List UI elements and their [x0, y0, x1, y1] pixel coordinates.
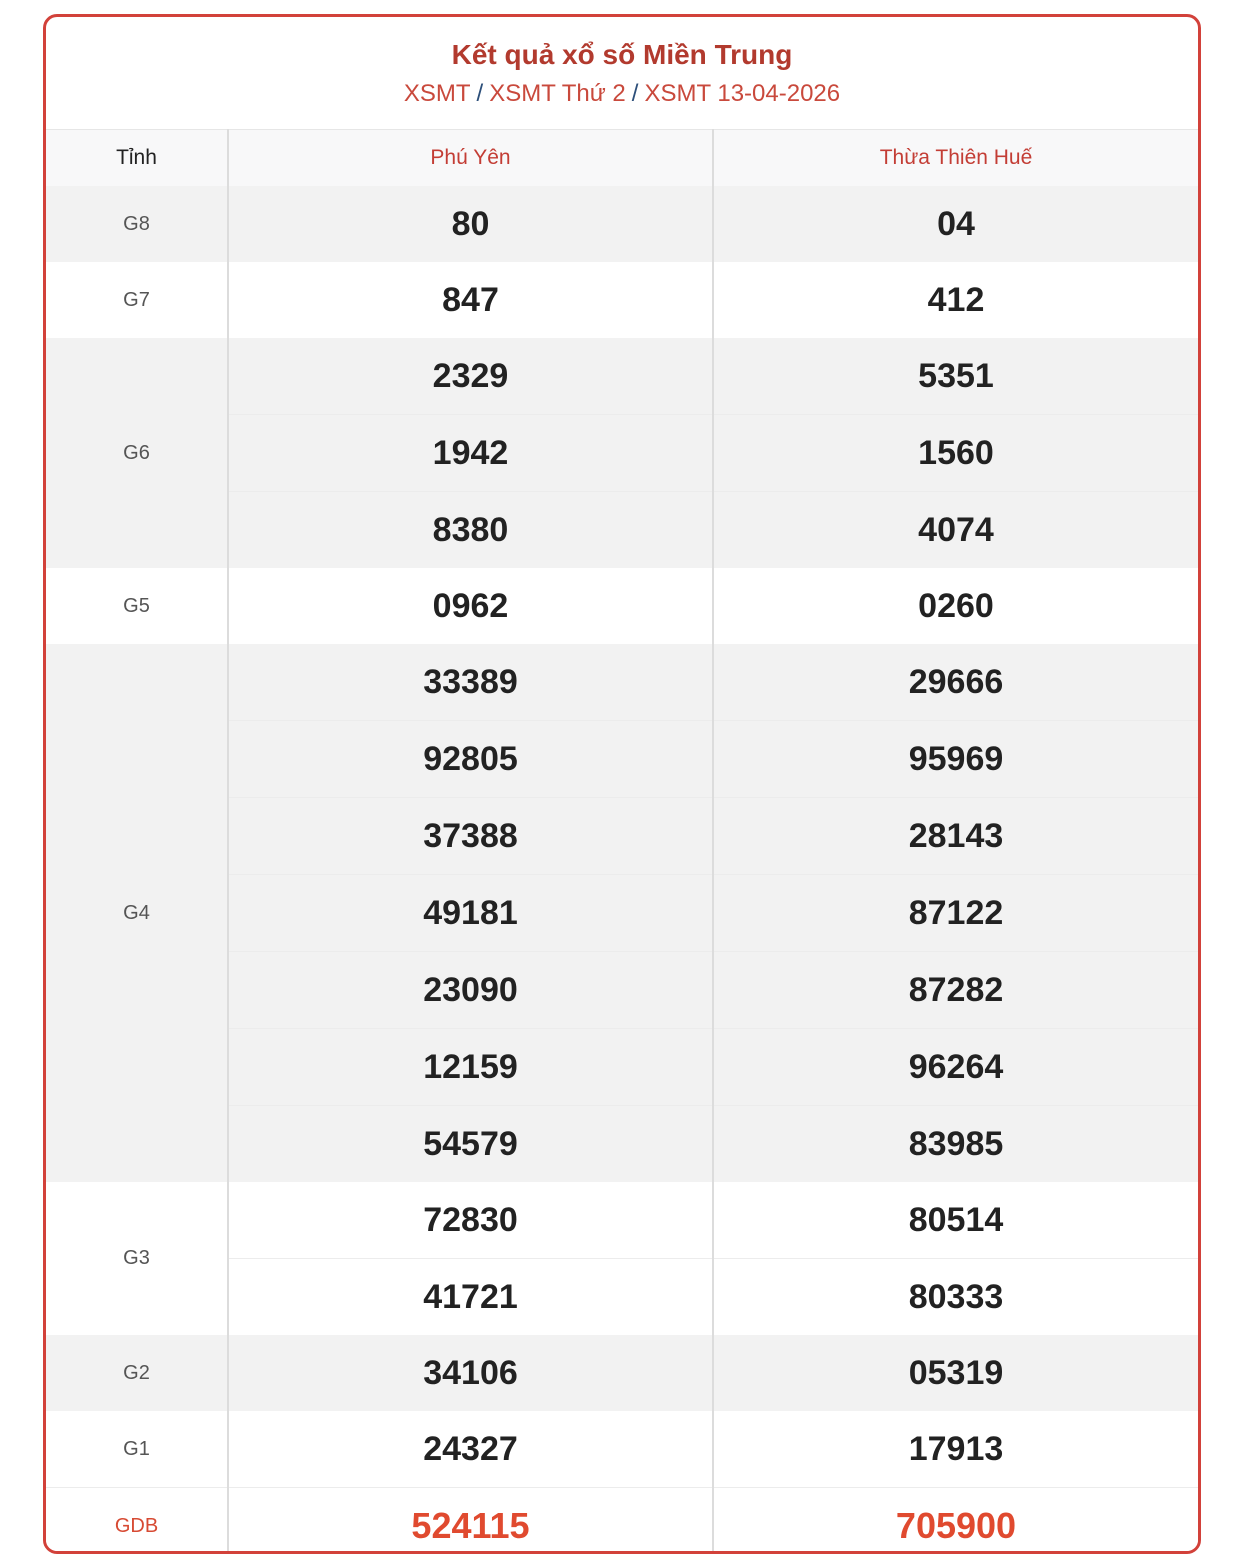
prize-number: 87282 — [713, 952, 1198, 1029]
breadcrumb-separator: / — [477, 80, 484, 107]
prize-number: 83985 — [713, 1106, 1198, 1183]
prize-number: 847 — [228, 262, 713, 338]
prize-number: 0962 — [228, 568, 713, 644]
prize-number: 33389 — [228, 644, 713, 721]
prize-number: 412 — [713, 262, 1198, 338]
prize-row-special — [46, 1488, 1198, 1554]
page-title: Kết quả xổ số Miền Trung — [46, 17, 1198, 73]
prize-number: 37388 — [228, 798, 713, 875]
prize-number: 28143 — [713, 798, 1198, 875]
prize-number: 87122 — [713, 875, 1198, 952]
column-header-phu-yen[interactable]: Phú Yên — [228, 130, 713, 187]
prize-number: 8380 — [228, 492, 713, 569]
table-header-row — [46, 130, 1198, 187]
prize-number: 04 — [713, 186, 1198, 262]
prize-label: G5 — [46, 568, 228, 644]
prize-number: 1560 — [713, 415, 1198, 492]
prize-number: 80 — [228, 186, 713, 262]
prize-number: 54579 — [228, 1106, 713, 1183]
column-header-province: Tỉnh — [46, 130, 228, 187]
prize-number: 0260 — [713, 568, 1198, 644]
prize-number: 1942 — [228, 415, 713, 492]
prize-number: 72830 — [228, 1182, 713, 1259]
prize-number: 2329 — [228, 338, 713, 415]
prize-row-g2 — [46, 1335, 1198, 1411]
prize-number: 80333 — [713, 1259, 1198, 1336]
prize-number: 96264 — [713, 1029, 1198, 1106]
prize-number: 05319 — [713, 1335, 1198, 1411]
prize-label: G7 — [46, 262, 228, 338]
prize-number: 5351 — [713, 338, 1198, 415]
prize-label: G6 — [46, 338, 228, 568]
results-header — [46, 17, 1198, 129]
prize-number: 49181 — [228, 875, 713, 952]
prize-number: 80514 — [713, 1182, 1198, 1259]
prize-number: 4074 — [713, 492, 1198, 569]
prize-number: 24327 — [228, 1411, 713, 1488]
prize-label: G4 — [46, 644, 228, 1182]
prize-number: 23090 — [228, 952, 713, 1029]
prize-row-g6 — [46, 338, 1198, 415]
results-card — [43, 14, 1201, 1554]
breadcrumb — [46, 79, 1198, 109]
prize-row-g1 — [46, 1411, 1198, 1488]
prize-row-g8 — [46, 186, 1198, 262]
prize-number: 95969 — [713, 721, 1198, 798]
prize-row-g3 — [46, 1182, 1198, 1259]
prize-label: G1 — [46, 1411, 228, 1488]
prize-number: 12159 — [228, 1029, 713, 1106]
breadcrumb-separator: / — [632, 80, 639, 107]
breadcrumb-xsmt[interactable]: XSMT — [404, 80, 471, 107]
prize-row-g5 — [46, 568, 1198, 644]
special-prize-label: GDB — [46, 1488, 228, 1554]
special-prize-number: 705900 — [713, 1488, 1198, 1554]
prize-number: 92805 — [228, 721, 713, 798]
column-header-thua-thien-hue[interactable]: Thừa Thiên Huế — [713, 130, 1198, 187]
breadcrumb-xsmt-date[interactable]: XSMT 13-04-2026 — [644, 80, 840, 107]
results-table — [46, 129, 1198, 1554]
breadcrumb-xsmt-thu-2[interactable]: XSMT Thứ 2 — [489, 80, 626, 107]
prize-number: 34106 — [228, 1335, 713, 1411]
prize-number: 41721 — [228, 1259, 713, 1336]
special-prize-number: 524115 — [228, 1488, 713, 1554]
prize-number: 17913 — [713, 1411, 1198, 1488]
prize-label: G3 — [46, 1182, 228, 1335]
prize-label: G2 — [46, 1335, 228, 1411]
prize-number: 29666 — [713, 644, 1198, 721]
prize-label: G8 — [46, 186, 228, 262]
prize-row-g7 — [46, 262, 1198, 338]
prize-row-g4 — [46, 644, 1198, 721]
